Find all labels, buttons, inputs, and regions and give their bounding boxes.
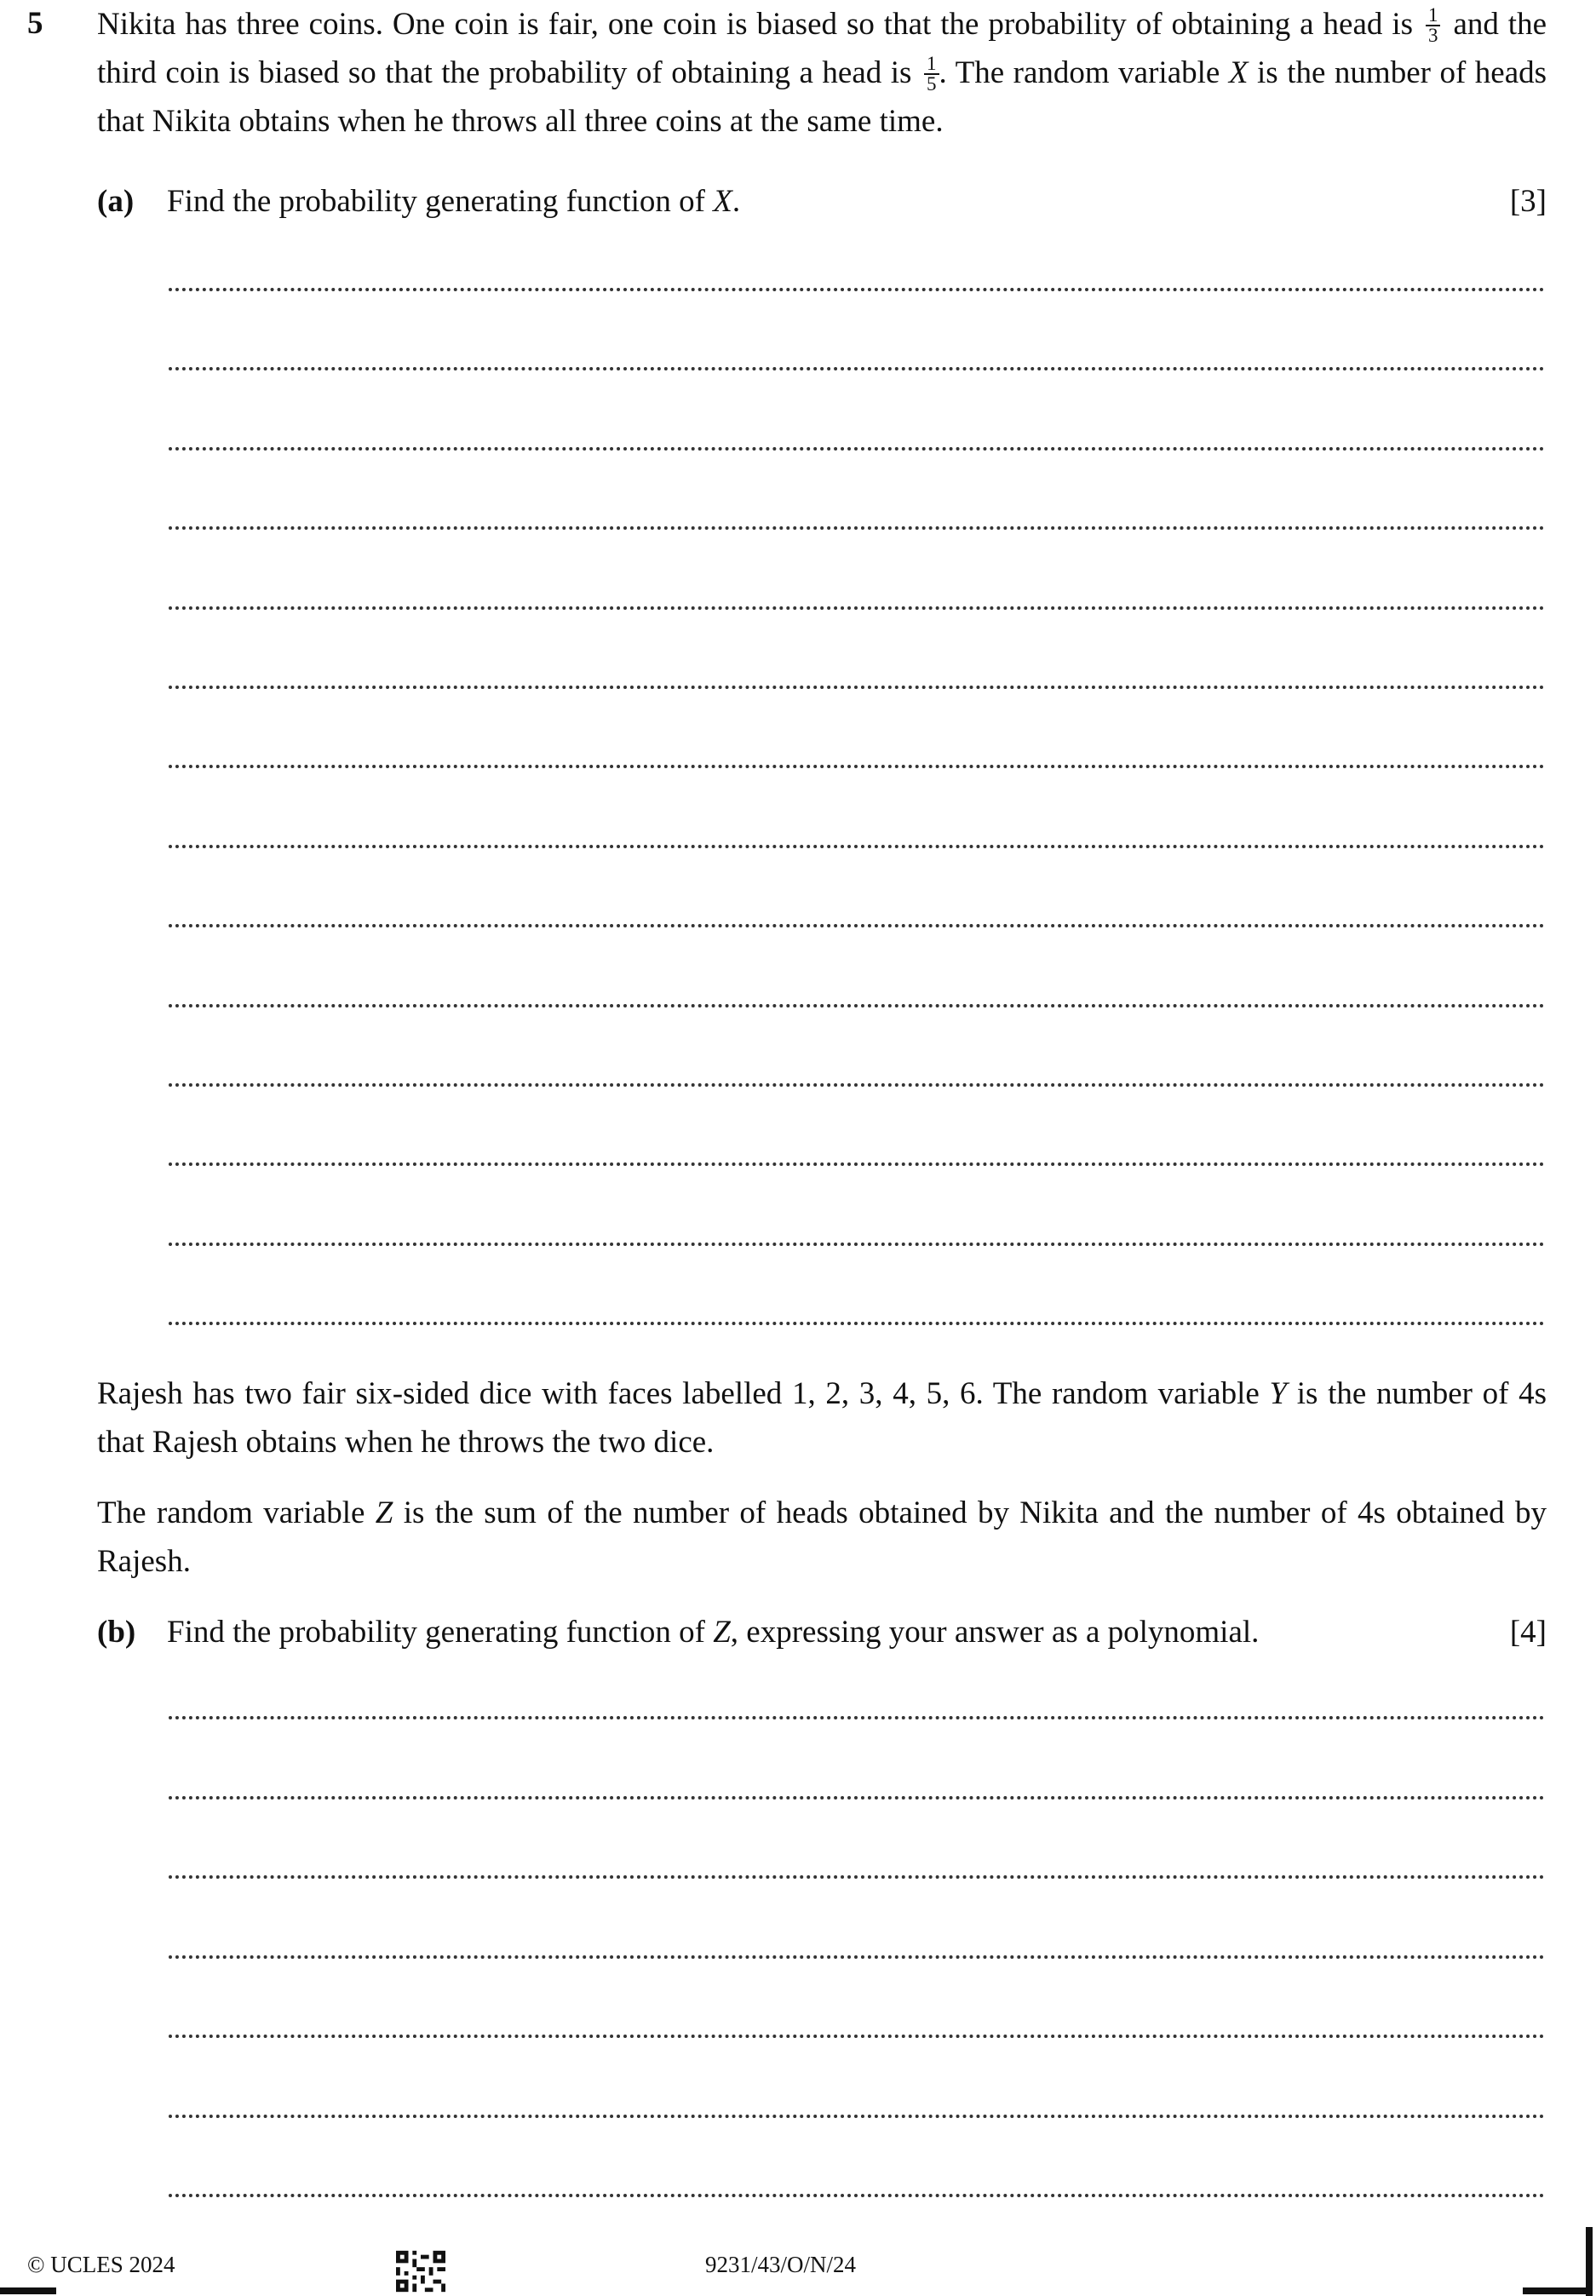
intro-text-2: and the third coin is biased so that the probability of obtaining a head is	[97, 7, 1547, 90]
answer-line[interactable]	[169, 1004, 1545, 1007]
answer-line[interactable]	[169, 2035, 1545, 2038]
answer-line[interactable]	[169, 1796, 1545, 1799]
answer-line[interactable]	[169, 1875, 1545, 1879]
copyright: © UCLES 2024	[27, 2252, 175, 2277]
intro-text-3: . The random variable	[939, 55, 1220, 90]
answer-line[interactable]	[169, 447, 1545, 451]
part-a-marks: [3]	[1509, 184, 1547, 219]
answer-line[interactable]	[169, 526, 1545, 530]
answer-line[interactable]	[169, 288, 1545, 291]
answer-line[interactable]	[169, 1162, 1545, 1166]
paper-code: 9231/43/O/N/24	[705, 2252, 857, 2277]
intro-text-1: Nikita has three coins. One coin is fair, one coin is biased so that the probability of obtaining a head is	[97, 7, 1414, 42]
answer-line[interactable]	[169, 1083, 1545, 1087]
part-a-end: .	[732, 184, 741, 219]
answer-line[interactable]	[169, 1716, 1545, 1719]
fraction-numerator: 1	[924, 55, 939, 75]
rajesh-text-1: Rajesh has two fair six-sided dice with faces labelled 1, 2, 3, 4, 5, 6. The random variable	[97, 1376, 1260, 1411]
question-intro	[97, 0, 1547, 146]
rajesh-paragraph	[97, 1369, 1547, 1467]
fraction-denominator: 3	[1427, 24, 1438, 46]
answer-line[interactable]	[169, 1955, 1545, 1959]
answer-line[interactable]	[169, 2115, 1545, 2118]
part-a-text: Find the probability generating function of	[167, 184, 705, 219]
part-b-label: (b)	[97, 1615, 136, 1650]
crop-mark-right-horizontal	[1523, 2287, 1593, 2294]
barcode-icon	[396, 2250, 445, 2293]
answer-line[interactable]	[169, 845, 1545, 848]
part-a-variable: X	[713, 184, 732, 219]
z-text-2: is the sum of the number of heads obtained by Nikita and the number of 4s obtained by Rajesh.	[97, 1495, 1547, 1579]
fraction-one-fifth	[924, 52, 939, 95]
answer-line[interactable]	[169, 606, 1545, 610]
fraction-numerator: 1	[1426, 6, 1441, 26]
z-definition-paragraph	[97, 1489, 1547, 1586]
part-a-label: (a)	[97, 184, 135, 219]
part-b-text-start: Find the probability generating function of	[167, 1615, 705, 1650]
fraction-denominator: 5	[927, 72, 937, 95]
crop-mark-left	[0, 2287, 56, 2294]
answer-line[interactable]	[169, 2194, 1545, 2197]
part-a-heading	[97, 181, 1547, 223]
answer-line[interactable]	[169, 1243, 1545, 1246]
z-text-1: The random variable	[97, 1495, 365, 1530]
part-b-marks: [4]	[1509, 1615, 1547, 1650]
part-b-heading	[97, 1611, 1547, 1654]
question-number: 5	[27, 6, 43, 41]
answer-line[interactable]	[169, 924, 1545, 927]
rajesh-text-2: is the number of 4s that Rajesh obtains when he throws the two dice.	[97, 1376, 1547, 1460]
crop-mark-right-vertical	[1586, 2227, 1593, 2296]
answer-line[interactable]	[169, 686, 1545, 689]
variable-x: X	[1228, 55, 1249, 90]
part-b-text-end: , expressing your answer as a polynomial.	[730, 1615, 1260, 1650]
answer-line[interactable]	[169, 367, 1545, 370]
intro-text-4: is the number of heads that Nikita obtains when he throws all three coins at the same time.	[97, 55, 1547, 139]
fraction-one-third	[1426, 3, 1441, 46]
answer-line[interactable]	[169, 1322, 1545, 1325]
variable-y: Y	[1269, 1376, 1288, 1411]
variable-z: Z	[375, 1495, 393, 1530]
part-b-variable: Z	[713, 1615, 731, 1650]
answer-line[interactable]	[169, 765, 1545, 768]
